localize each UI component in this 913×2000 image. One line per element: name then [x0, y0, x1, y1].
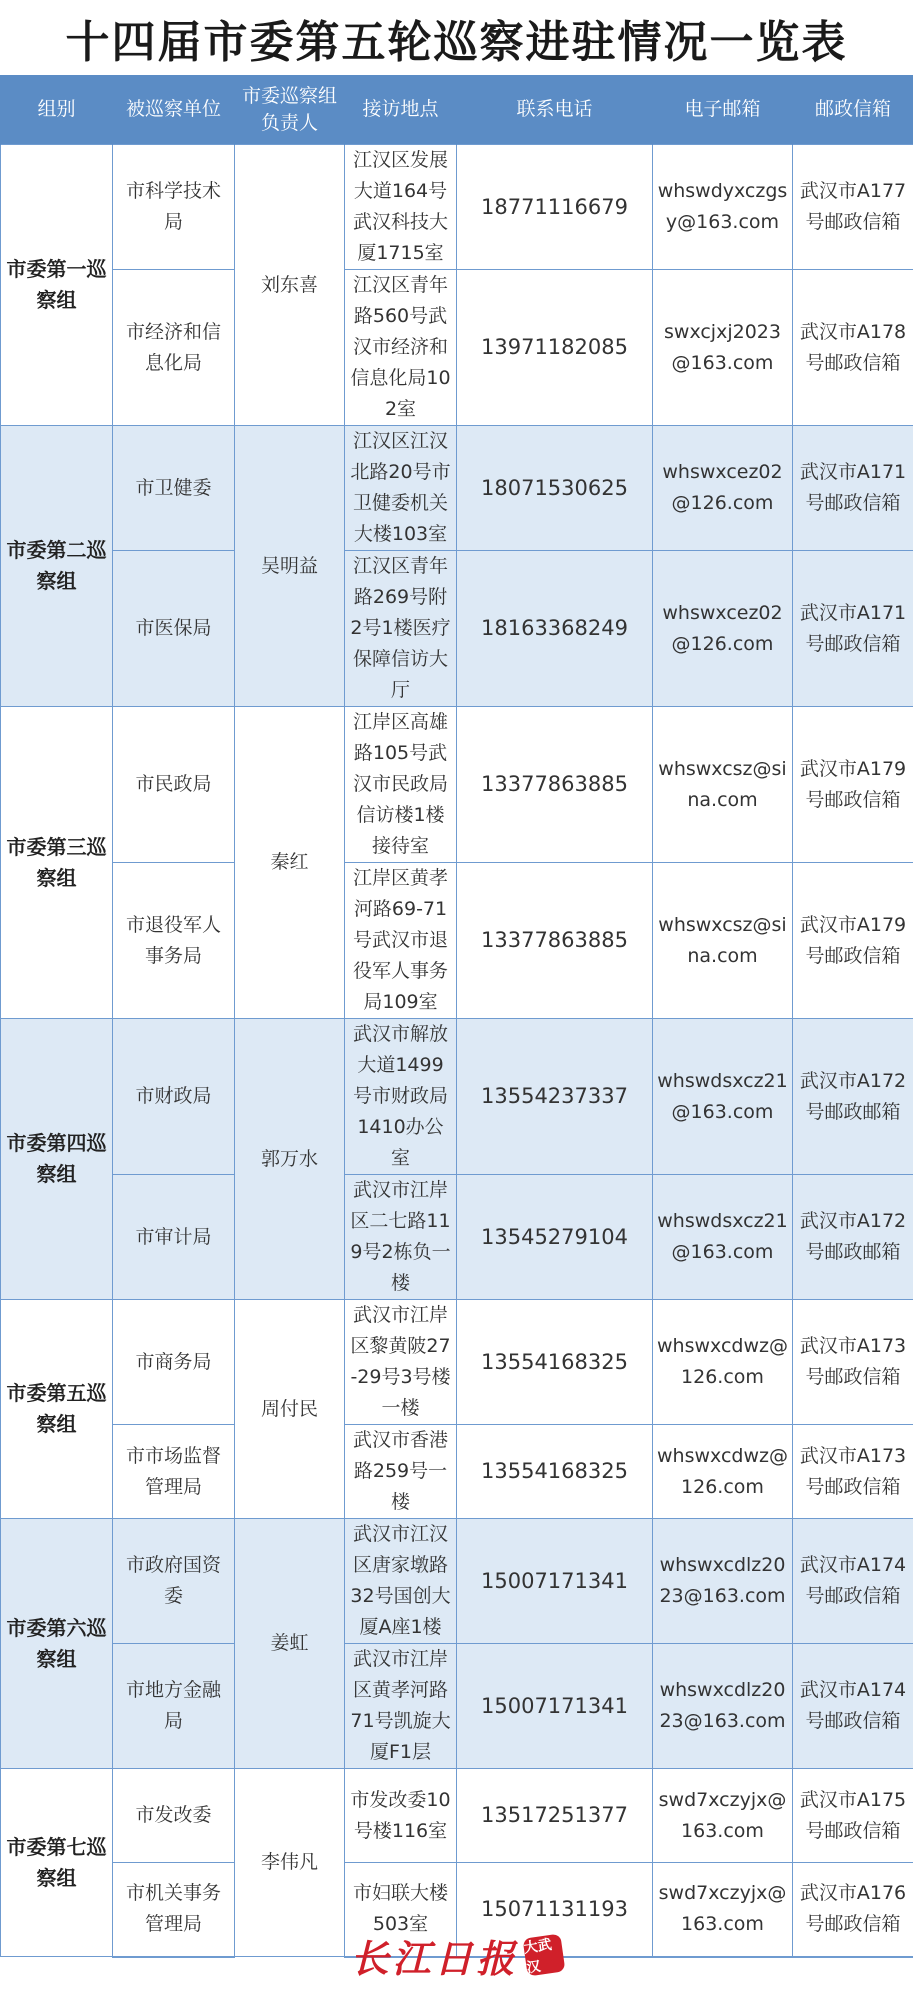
address-cell: 武汉市香港路259号一楼 [345, 1425, 457, 1519]
unit-cell: 市民政局 [113, 707, 235, 863]
footer-logo [0, 1925, 913, 1985]
phone-cell: 13554168325 [457, 1300, 653, 1425]
unit-cell: 市地方金融局 [113, 1644, 235, 1769]
table-row [1, 707, 913, 863]
unit-cell: 市卫健委 [113, 426, 235, 551]
phone-cell: 13554168325 [457, 1425, 653, 1519]
table-header-row [1, 75, 913, 145]
unit-cell: 市机关事务管理局 [113, 1863, 235, 1957]
group-name: 市委第一巡察组 [1, 145, 113, 426]
phone-cell: 18071530625 [457, 426, 653, 551]
table-row [1, 863, 913, 1019]
mailbox-cell: 武汉市A176号邮政信箱 [793, 1863, 913, 1957]
table-row [1, 1175, 913, 1300]
header-mailbox: 邮政信箱 [793, 75, 913, 145]
address-cell: 武汉市江岸区黎黄陂27-29号3号楼一楼 [345, 1300, 457, 1425]
mailbox-cell: 武汉市A175号邮政信箱 [793, 1769, 913, 1863]
mailbox-cell: 武汉市A177号邮政信箱 [793, 145, 913, 270]
address-cell: 武汉市江岸区黄孝河路71号凯旋大厦F1层 [345, 1644, 457, 1769]
email-cell: whswxcdwz@126.com [653, 1425, 793, 1519]
mailbox-cell: 武汉市A171号邮政信箱 [793, 426, 913, 551]
email-cell: whswdsxcz21@163.com [653, 1019, 793, 1175]
email-cell: swd7xczyjx@163.com [653, 1863, 793, 1957]
address-cell: 江岸区黄孝河路69-71号武汉市退役军人事务局109室 [345, 863, 457, 1019]
phone-cell: 13377863885 [457, 707, 653, 863]
group-name: 市委第三巡察组 [1, 707, 113, 1019]
mailbox-cell: 武汉市A172号邮政邮箱 [793, 1019, 913, 1175]
phone-cell: 15071131193 [457, 1863, 653, 1957]
address-cell: 武汉市解放大道1499号市财政局1410办公室 [345, 1019, 457, 1175]
address-cell: 市妇联大楼503室 [345, 1863, 457, 1957]
phone-cell: 13971182085 [457, 270, 653, 426]
leader-cell: 李伟凡 [235, 1769, 345, 1957]
table-row [1, 1519, 913, 1644]
header-phone: 联系电话 [457, 75, 653, 145]
table-row [1, 1300, 913, 1425]
email-cell: whswxcez02@126.com [653, 551, 793, 707]
table-row [1, 426, 913, 551]
unit-cell: 市医保局 [113, 551, 235, 707]
phone-cell: 18771116679 [457, 145, 653, 270]
address-cell: 江汉区发展大道164号武汉科技大厦1715室 [345, 145, 457, 270]
address-cell: 江汉区青年路269号附2号1楼医疗保障信访大厅 [345, 551, 457, 707]
mailbox-cell: 武汉市A179号邮政信箱 [793, 863, 913, 1019]
group-name: 市委第二巡察组 [1, 426, 113, 707]
email-cell: whswxcdwz@126.com [653, 1300, 793, 1425]
email-cell: whswdyxczgsy@163.com [653, 145, 793, 270]
email-cell: whswdsxcz21@163.com [653, 1175, 793, 1300]
address-cell: 武汉市江岸区二七路119号2栋负一楼 [345, 1175, 457, 1300]
mailbox-cell: 武汉市A171号邮政信箱 [793, 551, 913, 707]
email-cell: swd7xczyjx@163.com [653, 1769, 793, 1863]
email-cell: swxcjxj2023@163.com [653, 270, 793, 426]
address-cell: 江汉区江汉北路20号市卫健委机关大楼103室 [345, 426, 457, 551]
group-name: 市委第七巡察组 [1, 1769, 113, 1957]
mailbox-cell: 武汉市A172号邮政邮箱 [793, 1175, 913, 1300]
header-unit: 被巡察单位 [113, 75, 235, 145]
unit-cell: 市财政局 [113, 1019, 235, 1175]
group-name: 市委第六巡察组 [1, 1519, 113, 1769]
unit-cell: 市经济和信息化局 [113, 270, 235, 426]
mailbox-cell: 武汉市A173号邮政信箱 [793, 1425, 913, 1519]
unit-cell: 市市场监督管理局 [113, 1425, 235, 1519]
leader-cell: 周付民 [235, 1300, 345, 1519]
phone-cell: 13554237337 [457, 1019, 653, 1175]
phone-cell: 13377863885 [457, 863, 653, 1019]
email-cell: whswxcdlz2023@163.com [653, 1644, 793, 1769]
mailbox-cell: 武汉市A173号邮政信箱 [793, 1300, 913, 1425]
mailbox-cell: 武汉市A174号邮政信箱 [793, 1644, 913, 1769]
unit-cell: 市发改委 [113, 1769, 235, 1863]
logo-badge-icon: 大武汉 [522, 1934, 565, 1977]
address-cell: 武汉市江汉区唐家墩路32号国创大厦A座1楼 [345, 1519, 457, 1644]
newspaper-logo: 长江日报 [350, 1935, 519, 1981]
unit-cell: 市科学技术局 [113, 145, 235, 270]
table-row [1, 1644, 913, 1769]
table-row [1, 551, 913, 707]
group-name: 市委第四巡察组 [1, 1019, 113, 1300]
table-row [1, 145, 913, 270]
group-name: 市委第五巡察组 [1, 1300, 113, 1519]
page-title: 十四届市委第五轮巡察进驻情况一览表 [65, 16, 848, 68]
header-group: 组别 [1, 75, 113, 145]
leader-cell: 吴明益 [235, 426, 345, 707]
address-cell: 江汉区青年路560号武汉市经济和信息化局102室 [345, 270, 457, 426]
email-cell: whswxcsz@sina.com [653, 863, 793, 1019]
phone-cell: 13517251377 [457, 1769, 653, 1863]
unit-cell: 市审计局 [113, 1175, 235, 1300]
email-cell: whswxcez02@126.com [653, 426, 793, 551]
email-cell: whswxcsz@sina.com [653, 707, 793, 863]
email-cell: whswxcdlz2023@163.com [653, 1519, 793, 1644]
phone-cell: 15007171341 [457, 1644, 653, 1769]
table-row [1, 1769, 913, 1863]
table-row [1, 1425, 913, 1519]
unit-cell: 市政府国资委 [113, 1519, 235, 1644]
table-row [1, 1019, 913, 1175]
table-row [1, 270, 913, 426]
phone-cell: 18163368249 [457, 551, 653, 707]
inspection-table [0, 75, 913, 1958]
unit-cell: 市商务局 [113, 1300, 235, 1425]
mailbox-cell: 武汉市A174号邮政信箱 [793, 1519, 913, 1644]
header-email: 电子邮箱 [653, 75, 793, 145]
address-cell: 江岸区高雄路105号武汉市民政局信访楼1楼接待室 [345, 707, 457, 863]
address-cell: 市发改委10号楼116室 [345, 1769, 457, 1863]
leader-cell: 刘东喜 [235, 145, 345, 426]
leader-cell: 姜虹 [235, 1519, 345, 1769]
unit-cell: 市退役军人事务局 [113, 863, 235, 1019]
mailbox-cell: 武汉市A179号邮政信箱 [793, 707, 913, 863]
phone-cell: 15007171341 [457, 1519, 653, 1644]
mailbox-cell: 武汉市A178号邮政信箱 [793, 270, 913, 426]
phone-cell: 13545279104 [457, 1175, 653, 1300]
header-address: 接访地点 [345, 75, 457, 145]
header-leader: 市委巡察组负责人 [235, 75, 345, 145]
leader-cell: 郭万水 [235, 1019, 345, 1300]
leader-cell: 秦红 [235, 707, 345, 1019]
